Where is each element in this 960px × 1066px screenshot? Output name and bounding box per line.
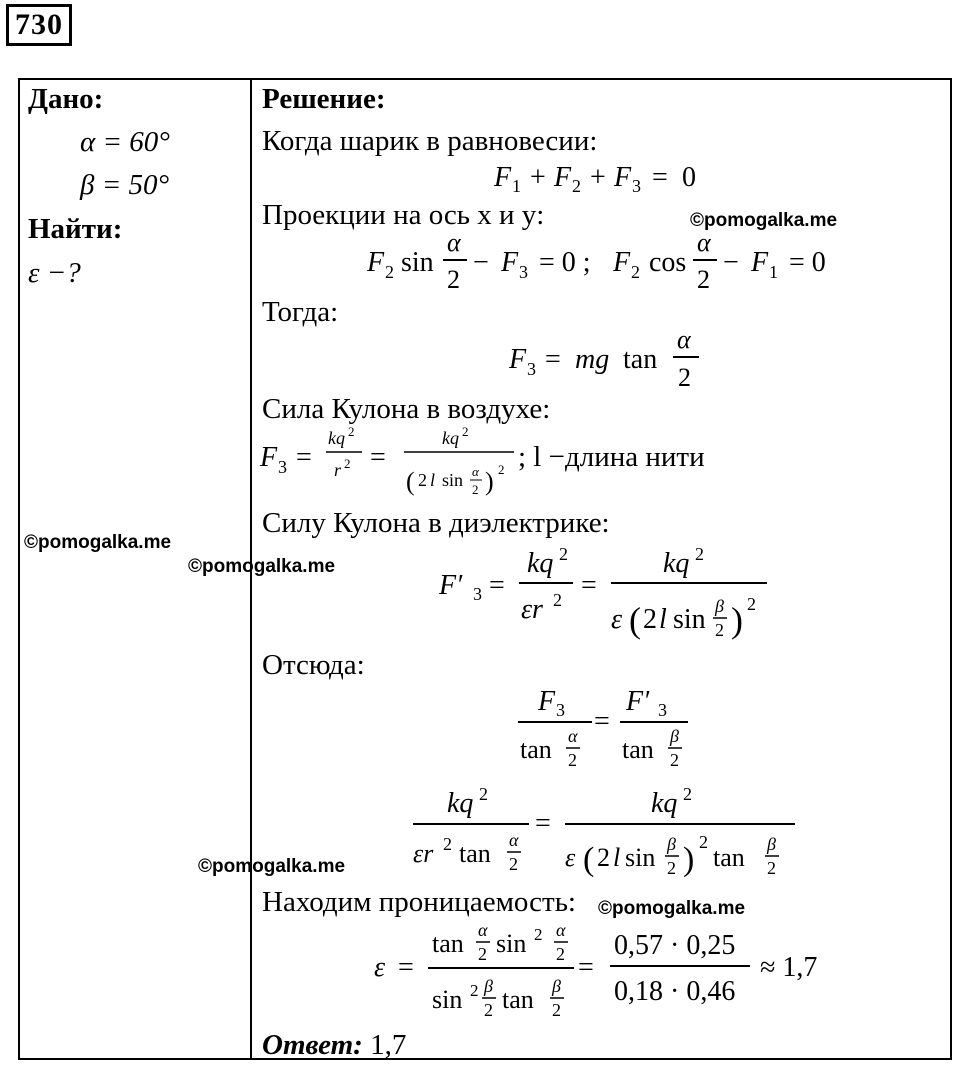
svg-text:α: α (447, 228, 461, 257)
svg-text:F′: F′ (626, 686, 650, 717)
svg-text:sin: sin (401, 247, 434, 278)
svg-text:0,18 · 0,46: 0,18 · 0,46 (614, 976, 736, 1007)
svg-text:2: 2 (470, 981, 479, 1000)
svg-text:2: 2 (462, 424, 469, 439)
solution-heading: Решение: (262, 83, 386, 115)
svg-text:F: F (614, 162, 632, 193)
svg-text:kq: kq (651, 788, 678, 819)
svg-text:tan: tan (432, 929, 464, 958)
svg-text:+: + (530, 162, 546, 193)
find-heading: Найти: (28, 213, 123, 245)
svg-text:2: 2 (667, 858, 676, 878)
answer-label: Ответ: (262, 1029, 363, 1061)
svg-text:α: α (556, 920, 566, 940)
svg-text:2: 2 (631, 262, 640, 282)
given-alpha: α = 60° (80, 126, 170, 158)
svg-text:α: α (472, 464, 479, 479)
svg-text:F: F (509, 344, 527, 375)
svg-text:= 0 ;: = 0 ; (539, 247, 591, 278)
svg-text:2: 2 (678, 363, 691, 392)
svg-text:(: ( (629, 600, 641, 640)
svg-text:2: 2 (418, 470, 427, 490)
svg-text:kq: kq (663, 548, 690, 579)
svg-text:2: 2 (509, 854, 518, 874)
svg-text:3: 3 (278, 457, 287, 477)
svg-text:α: α (568, 726, 578, 746)
svg-text:2: 2 (344, 456, 351, 471)
svg-text:2: 2 (597, 843, 610, 872)
svg-text:0: 0 (682, 162, 696, 193)
svg-text:2: 2 (479, 784, 488, 804)
svg-text:F: F (494, 162, 512, 193)
svg-text:εr: εr (413, 839, 434, 868)
solution-line-permittivity: Находим проницаемость: (262, 886, 576, 918)
svg-text:α: α (677, 325, 691, 354)
coulomb-air-note: ; l −длина нити (518, 441, 705, 473)
solution-line-coulomb-air: Сила Кулона в воздухе: (262, 393, 551, 425)
svg-text:kq: kq (447, 788, 474, 819)
watermark-4: ©pomogalka.me (198, 856, 346, 877)
solution-line-hence: Отсюда: (262, 649, 365, 681)
svg-text:=: = (545, 344, 561, 375)
svg-text:(: ( (406, 467, 415, 496)
svg-text:≈ 1,7: ≈ 1,7 (760, 952, 818, 983)
svg-text:β: β (715, 596, 724, 616)
svg-text:2: 2 (643, 604, 657, 635)
svg-text:kq: kq (328, 428, 345, 448)
svg-text:0,57 · 0,25: 0,57 · 0,25 (614, 930, 736, 961)
svg-text:2: 2 (484, 1000, 493, 1020)
svg-text:β: β (767, 834, 776, 854)
watermark-1: ©pomogalka.me (690, 210, 838, 231)
svg-text:mg: mg (575, 344, 610, 375)
equation-force-ratio (510, 680, 710, 780)
svg-text:=: = (594, 706, 610, 737)
svg-text:εr: εr (521, 594, 543, 625)
svg-text:l: l (659, 604, 667, 635)
given-beta: β = 50° (80, 169, 170, 201)
equation-projections (365, 224, 845, 296)
svg-text:1: 1 (512, 176, 521, 196)
svg-text:tan: tan (502, 985, 534, 1014)
svg-text:3: 3 (527, 359, 536, 379)
svg-text:ε: ε (374, 952, 386, 983)
svg-text:2: 2 (683, 784, 692, 804)
svg-text:l: l (430, 470, 436, 490)
svg-text:ε: ε (565, 843, 576, 872)
svg-text:=: = (581, 570, 597, 601)
svg-text:tan: tan (713, 843, 745, 872)
svg-text:2: 2 (447, 265, 460, 294)
svg-text:2: 2 (670, 750, 679, 770)
svg-text:F: F (554, 162, 572, 193)
svg-text:kq: kq (527, 548, 554, 579)
svg-text:F: F (260, 442, 278, 473)
svg-text:=: = (398, 952, 414, 983)
svg-text:F: F (367, 247, 385, 278)
svg-text:2: 2 (534, 925, 543, 944)
svg-text:2: 2 (553, 590, 562, 610)
svg-text:2: 2 (556, 944, 565, 964)
svg-text:−: − (723, 247, 739, 278)
svg-text:F: F (501, 247, 519, 278)
solution-line-then: Тогда: (262, 296, 339, 328)
svg-text:sin: sin (625, 843, 656, 872)
given-heading: Дано: (28, 83, 104, 115)
svg-text:sin: sin (442, 470, 464, 490)
svg-text:β: β (670, 726, 679, 746)
answer-value: 1,7 (370, 1029, 407, 1061)
svg-text:β: β (667, 834, 676, 854)
svg-text:1: 1 (769, 262, 778, 282)
svg-text:3: 3 (632, 176, 641, 196)
svg-text:tan: tan (520, 735, 552, 764)
svg-text:sin: sin (673, 604, 706, 635)
svg-text:kq: kq (442, 428, 459, 448)
svg-text:2: 2 (697, 265, 710, 294)
svg-text:tan: tan (459, 839, 491, 868)
svg-text:tan: tan (623, 344, 658, 375)
watermark-3: ©pomogalka.me (188, 556, 336, 577)
svg-text:2: 2 (699, 832, 708, 852)
svg-text:2: 2 (385, 262, 394, 282)
svg-text:r: r (334, 460, 342, 480)
svg-text:sin: sin (496, 929, 527, 958)
svg-text:=: = (652, 162, 668, 193)
svg-text:2: 2 (348, 424, 355, 439)
watermark-2: ©pomogalka.me (24, 532, 172, 553)
svg-text:2: 2 (715, 620, 724, 640)
svg-text:=: = (535, 808, 551, 839)
svg-text:3: 3 (473, 584, 482, 604)
svg-text:2: 2 (572, 176, 581, 196)
svg-text:2: 2 (443, 834, 452, 854)
svg-text:cos: cos (649, 247, 687, 278)
svg-text:−: − (473, 247, 489, 278)
svg-text:α: α (478, 920, 488, 940)
svg-text:): ) (683, 841, 695, 878)
svg-text:ε: ε (611, 604, 623, 635)
svg-text:sin: sin (432, 985, 463, 1014)
equation-combined (405, 780, 805, 890)
svg-text:2: 2 (472, 482, 479, 497)
svg-text:α: α (509, 830, 519, 850)
problem-number: 730 (6, 4, 72, 46)
svg-text:): ) (485, 467, 494, 496)
svg-text:): ) (731, 600, 743, 640)
svg-text:l: l (613, 843, 621, 872)
solution-line-equilibrium: Когда шарик в равновесии: (262, 125, 598, 157)
svg-text:3: 3 (658, 700, 667, 720)
svg-text:2: 2 (568, 750, 577, 770)
svg-text:(: ( (583, 841, 595, 878)
svg-text:2: 2 (747, 594, 756, 614)
svg-text:=: = (489, 570, 505, 601)
equation-sum-forces (490, 158, 720, 196)
svg-text:2: 2 (559, 544, 568, 564)
svg-text:=: = (296, 442, 312, 473)
svg-text:2: 2 (478, 944, 487, 964)
equation-coulomb-dielectric (435, 538, 775, 658)
svg-text:β: β (484, 976, 493, 996)
svg-text:F: F (751, 247, 769, 278)
svg-text:F′: F′ (439, 570, 463, 601)
equation-permittivity-result (370, 912, 840, 1032)
watermark-5: ©pomogalka.me (598, 898, 746, 919)
equation-coulomb-air (258, 424, 528, 504)
svg-text:2: 2 (767, 858, 776, 878)
svg-text:F: F (613, 247, 631, 278)
answer-line (262, 1028, 406, 1062)
svg-text:2: 2 (695, 544, 704, 564)
svg-text:=: = (578, 952, 594, 983)
svg-text:3: 3 (556, 700, 565, 720)
svg-text:tan: tan (622, 735, 654, 764)
svg-text:2: 2 (552, 1000, 561, 1020)
svg-text:= 0: = 0 (789, 247, 826, 278)
equation-f3-gravity (505, 322, 715, 394)
svg-text:α: α (697, 228, 711, 257)
solution-line-projections: Проекции на ось x и y: (262, 199, 545, 231)
svg-text:2: 2 (498, 462, 505, 477)
svg-text:=: = (370, 442, 386, 473)
svg-text:+: + (590, 162, 606, 193)
svg-text:β: β (552, 976, 561, 996)
svg-text:F: F (538, 686, 556, 717)
svg-text:3: 3 (519, 262, 528, 282)
solution-line-coulomb-dielectric: Силу Кулона в диэлектрике: (262, 507, 610, 539)
find-target: ε −? (28, 257, 81, 289)
